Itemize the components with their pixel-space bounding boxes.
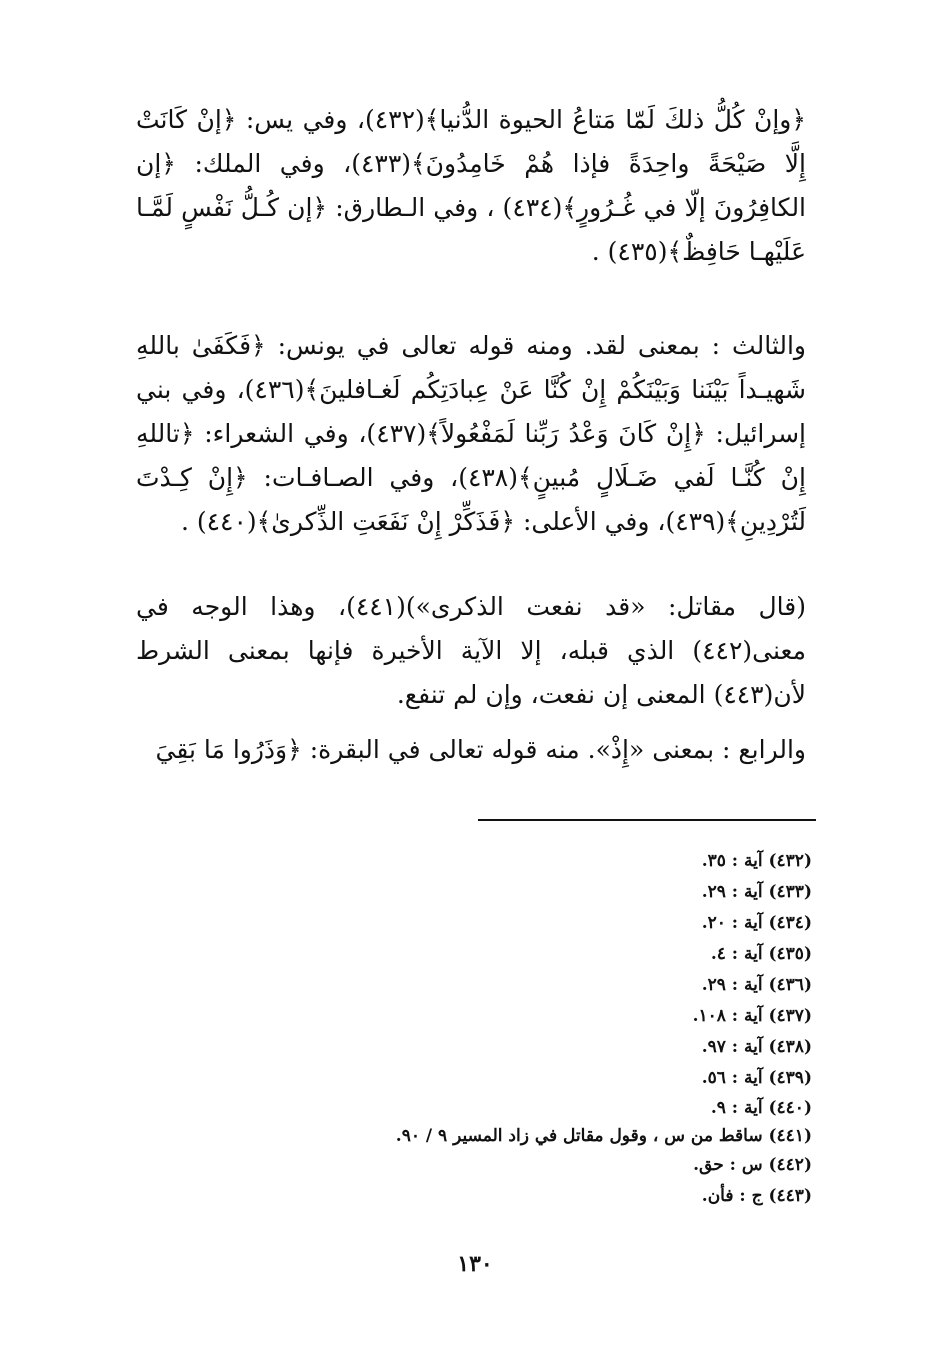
paragraph-2: والثالث : بمعنى لقد. ومنه قوله تعالى في يونس: ﴿فَكَفَىٰ باللهِ شَهيـداً بَيْنَنا وَبَيْنَكُمْ إِنْ كُنَّا عَنْ عِبادَتِكُم لَغـافلينَ﴾(٤٣٦)، وفي بني إسرائيل: ﴿إِنْ كَانَ وَعْدُ رَبِّنا لَمَفْعُولاً﴾(٤٣٧)، وفي الشعراء: ﴿تاللهِ إِنْ كُنَّـا لَفي ضَـلَالٍ مُبينٍ﴾(٤٣٨)، وفي الصـافـات: ﴿إِنْ كِـدْتَ لَتُرْدِينِ﴾(٤٣٩)، وفي الأعلى: ﴿فَذَكِّرْ إِنْ نَفَعَتِ الذِّكرىٰ﴾(٤٤٠) . — [136, 331, 807, 536]
footnote-item: (٤٣٢) آية : ٣٥. — [701, 851, 812, 871]
paragraph-4: والرابع : بمعنى «إِذْ». منه قوله تعالى في البقرة: ﴿وَذَرُوا مَا بَقِيَ — [155, 735, 806, 764]
paragraph-3: (قال مقاتل: «قد نفعت الذكرى»)(٤٤١)، وهذا الوجه في معنى(٤٤٢) الذي قبله، إلا الآية الأخيرة فإنها بمعنى الشرط لأن(٤٤٣) المعنى إن نفعت، وإن لم تنفع. — [136, 592, 806, 709]
footnote-item: (٤٤٠) آية : ٩. — [710, 1098, 812, 1118]
footnote-separator — [478, 819, 816, 821]
footnote-item: (٤٣٧) آية : ١٠٨. — [692, 1006, 812, 1026]
footnote-item: (٤٣٥) آية : ٤. — [710, 944, 812, 964]
footnote-item: (٤٣٤) آية : ٢٠. — [701, 913, 812, 933]
footnote-item: (٤٣٨) آية : ٩٧. — [701, 1037, 812, 1057]
footnote-item: (٤٣٩) آية : ٥٦. — [701, 1068, 812, 1088]
footnote-item: (٤٣٦) آية : ٢٩. — [701, 975, 812, 995]
footnotes-list — [300, 846, 812, 1212]
footnote-item: (٤٤٣) ج : فأن. — [701, 1186, 812, 1206]
footnote-item: (٤٤١) ساقط من س ، وقول مقاتل في زاد المسير ٩ / ٩٠. — [395, 1126, 812, 1146]
page-number: ١٣٠ — [457, 1251, 493, 1277]
footnote-item: (٤٤٢) س : حق. — [693, 1155, 812, 1175]
paragraph-1: ﴿وإنْ كُلُّ ذلكَ لَمّا مَتاعُ الحيوة الدُّنيا﴾(٤٣٢)، وفي يس: ﴿إنْ كَانَتْ إِلَّا صَيْحَةً واحِدَةً فإذا هُمْ خَامِدُونَ﴾(٤٣٣)، وفي الملك: ﴿إن الكافِرُونَ إلّا في غُـرُورٍ﴾(٤٣٤) ، وفي الـطارق: ﴿إن كُـلُّ نَفْسٍ لَمَّـا عَلَيْهـا حَافِظٌ﴾(٤٣٥) . — [136, 105, 807, 266]
footnote-item: (٤٣٣) آية : ٢٩. — [701, 882, 812, 902]
